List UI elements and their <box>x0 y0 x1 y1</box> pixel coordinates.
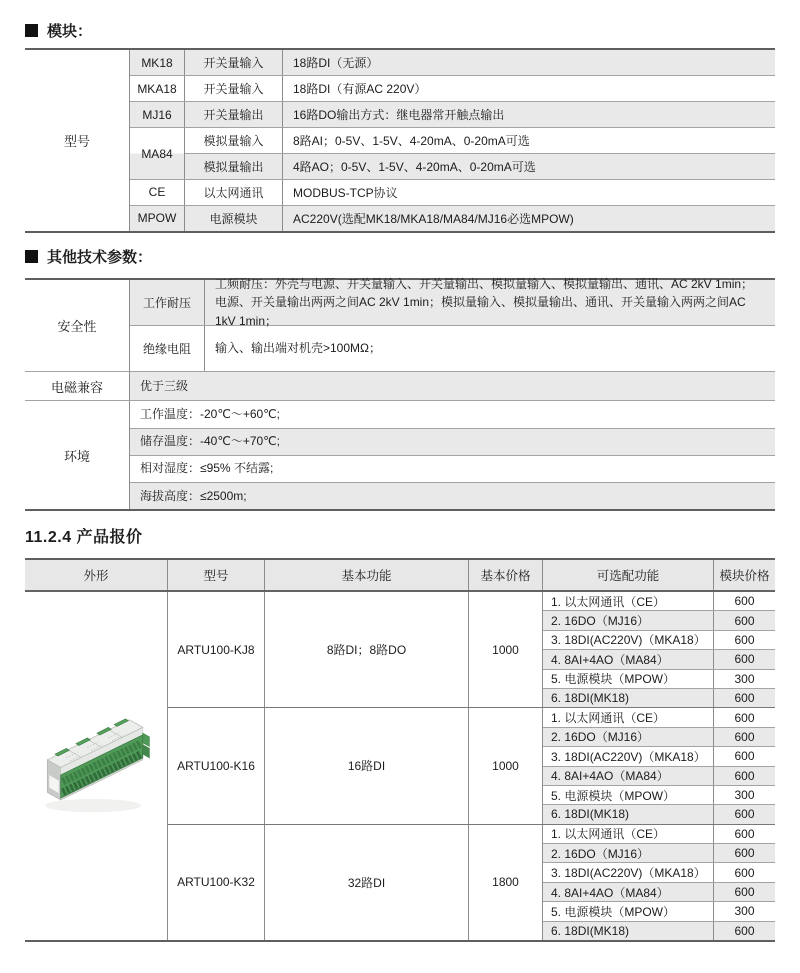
column-header-module-price: 模块价格 <box>719 569 770 583</box>
function-cell: 开关量输入 <box>185 50 283 75</box>
params-section-environment <box>25 401 775 509</box>
option-label-cell: 4. 8AI+4AO（MA84） <box>543 883 714 901</box>
params-table <box>25 278 775 511</box>
model-code-cell: MJ16 <box>130 102 185 127</box>
option-label-cell: 2. 16DO（MJ16） <box>543 844 714 862</box>
option-label-cell: 5. 电源模块（MPOW） <box>543 786 714 804</box>
option-price-cell: 600 <box>734 594 755 609</box>
function-cell: 电源模块 <box>185 206 283 231</box>
option-price-cell: 600 <box>734 865 755 880</box>
param-value-cell: 相对湿度：≤95% 不结露; <box>140 461 274 476</box>
basic-price-cell: 1000 <box>469 592 543 707</box>
table-row <box>185 154 775 179</box>
option-row <box>543 728 775 747</box>
params-section-safety <box>25 276 775 372</box>
function-cell: 模拟量输出 <box>185 154 283 179</box>
table-row <box>130 206 775 231</box>
table-row <box>130 326 775 371</box>
option-label-cell: 2. 16DO（MJ16） <box>543 728 714 746</box>
option-price-cell: 600 <box>734 807 755 822</box>
option-price-cell: 600 <box>734 885 755 900</box>
model-cell: ARTU100-KJ8 <box>168 592 265 707</box>
option-label-cell: 1. 以太网通讯（CE） <box>543 708 714 726</box>
option-row <box>543 592 775 611</box>
option-price-cell: 600 <box>734 768 755 783</box>
option-price-cell: 600 <box>734 652 755 667</box>
option-label-cell: 1. 以太网通讯（CE） <box>543 592 714 610</box>
model-cell: ARTU100-K32 <box>168 825 265 940</box>
option-row <box>543 611 775 630</box>
option-row <box>543 650 775 669</box>
black-square-bullet-icon <box>25 250 38 263</box>
description-cell: AC220V(选配MK18/MKA18/MA84/MJ16必选MPOW) <box>293 211 574 226</box>
section-title: 模块： <box>47 23 93 40</box>
modules-table-rows <box>130 50 775 231</box>
category-cell: 电磁兼容 <box>25 372 130 400</box>
model-code-cell: MK18 <box>130 50 185 75</box>
param-value-cell: 储存温度：-40℃～+70℃; <box>140 434 280 449</box>
model-code-cell: MA84 <box>130 128 185 178</box>
option-price-cell: 600 <box>734 613 755 628</box>
table-row <box>130 50 775 76</box>
function-cell: 模拟量输入 <box>185 128 283 153</box>
option-label-cell: 6. 18DI(MK18) <box>543 689 714 707</box>
basic-price-cell: 1800 <box>469 825 543 940</box>
option-label-cell: 5. 电源模块（MPOW） <box>543 670 714 688</box>
option-price-cell: 300 <box>734 671 755 686</box>
table-row <box>130 180 775 206</box>
basic-function-cell: 16路DI <box>265 708 469 823</box>
quote-group-artu100-k16 <box>168 708 775 824</box>
option-label-cell: 6. 18DI(MK18) <box>543 922 714 940</box>
model-code-cell: MKA18 <box>130 76 185 101</box>
column-header-options: 可选配功能 <box>543 560 714 590</box>
column-header-basic-func: 基本功能 <box>265 560 469 590</box>
option-row <box>543 786 775 805</box>
quote-section-title: 11.2.4 产品报价 <box>25 529 143 546</box>
black-square-bullet-icon <box>25 24 38 37</box>
description-cell: 18路DI（有源AC 220V） <box>293 82 427 97</box>
description-cell: MODBUS-TCP协议 <box>293 185 398 200</box>
column-header-shape: 外形 <box>25 560 168 590</box>
option-price-cell: 600 <box>734 846 755 861</box>
description-cell: 4路AO；0-5V、1-5V、4-20mA、0-20mA可选 <box>293 159 536 174</box>
option-row <box>543 689 775 707</box>
option-row <box>543 708 775 727</box>
quote-group-artu100-kj8 <box>168 592 775 708</box>
product-photo-cell <box>25 592 168 940</box>
table-rowspan-ma84 <box>130 128 775 179</box>
option-price-cell: 600 <box>734 691 755 706</box>
model-code-cell: CE <box>130 180 185 205</box>
option-price-cell: 600 <box>734 710 755 725</box>
param-value-cell: 工频耐压：外壳与电源、开关量输入、开关量输出、模拟量输入、模拟量输出、通讯、AC 2kV 1min；电源、开关量输出两两之间AC 2kV 1min；模拟量输入、模拟量输出、通讯、开关量输入两两之间AC 1kV 1min； <box>215 276 754 328</box>
option-label-cell: 3. 18DI(AC220V)（MKA18） <box>543 631 714 649</box>
row-header-model: 型号 <box>25 50 130 231</box>
option-price-cell: 600 <box>734 632 755 647</box>
description-cell: 16路DO输出方式：继电器常开触点输出 <box>293 108 505 123</box>
option-price-cell: 600 <box>734 923 755 938</box>
basic-function-cell: 32路DI <box>265 825 469 940</box>
column-header-basic-price: 基本价格 <box>469 560 543 590</box>
param-value-cell: 优于三级 <box>130 372 775 400</box>
option-label-cell: 1. 以太网通讯（CE） <box>543 825 714 843</box>
param-name-cell: 绝缘电阻 <box>130 326 205 371</box>
option-row <box>543 670 775 689</box>
table-row <box>130 76 775 102</box>
param-value-cell: 输入、输出端对机壳>100MΩ； <box>215 341 381 356</box>
option-label-cell: 6. 18DI(MK18) <box>543 805 714 823</box>
table-row <box>130 401 775 428</box>
section-heading-modules <box>25 20 92 41</box>
option-price-cell: 600 <box>734 729 755 744</box>
model-cell: ARTU100-K16 <box>168 708 265 823</box>
table-row <box>130 456 775 483</box>
table-row <box>185 128 775 154</box>
option-row <box>543 767 775 786</box>
param-value-cell: 工作温度：-20℃～+60℃; <box>140 407 280 422</box>
option-label-cell: 2. 16DO（MJ16） <box>543 611 714 629</box>
option-price-cell: 300 <box>734 788 755 803</box>
table-row <box>130 102 775 128</box>
option-label-cell: 3. 18DI(AC220V)（MKA18） <box>543 747 714 765</box>
column-header-model: 型号 <box>168 560 265 590</box>
basic-function-cell: 8路DI；8路DO <box>265 592 469 707</box>
table-row <box>130 429 775 456</box>
function-cell: 开关量输出 <box>185 102 283 127</box>
quote-group-artu100-k32 <box>168 825 775 940</box>
option-label-cell: 3. 18DI(AC220V)（MKA18） <box>543 863 714 881</box>
option-price-cell: 600 <box>734 826 755 841</box>
option-row <box>543 883 775 902</box>
section-title: 其他技术参数： <box>47 249 153 266</box>
table-row <box>130 483 775 509</box>
option-price-cell: 300 <box>734 904 755 919</box>
section-heading-params <box>25 246 152 267</box>
table-row <box>130 276 775 328</box>
function-cell: 以太网通讯 <box>185 180 283 205</box>
category-cell: 安全性 <box>25 280 130 371</box>
option-row <box>543 631 775 650</box>
description-cell: 18路DI（无源） <box>293 56 379 71</box>
option-row <box>543 825 775 844</box>
quote-table-header <box>25 560 775 592</box>
function-cell: 开关量输入 <box>185 76 283 101</box>
option-label-cell: 4. 8AI+4AO（MA84） <box>543 767 714 785</box>
option-row <box>543 844 775 863</box>
option-row <box>543 863 775 882</box>
basic-price-cell: 1000 <box>469 708 543 823</box>
din-rail-module-photo-icon <box>34 689 158 844</box>
option-row <box>543 747 775 766</box>
params-section-emc <box>25 372 775 401</box>
category-cell: 环境 <box>25 401 130 509</box>
model-code-cell: MPOW <box>130 206 185 231</box>
quote-table <box>25 558 775 942</box>
description-cell: 8路AI；0-5V、1-5V、4-20mA、0-20mA可选 <box>293 134 530 149</box>
option-row <box>543 902 775 921</box>
option-row <box>543 805 775 823</box>
param-value-cell: 海拔高度：≤2500m; <box>140 488 247 503</box>
option-label-cell: 5. 电源模块（MPOW） <box>543 902 714 920</box>
option-price-cell: 600 <box>734 749 755 764</box>
param-name-cell: 工作耐压 <box>130 280 205 325</box>
modules-table <box>25 48 775 233</box>
option-label-cell: 4. 8AI+4AO（MA84） <box>543 650 714 668</box>
option-row <box>543 922 775 940</box>
